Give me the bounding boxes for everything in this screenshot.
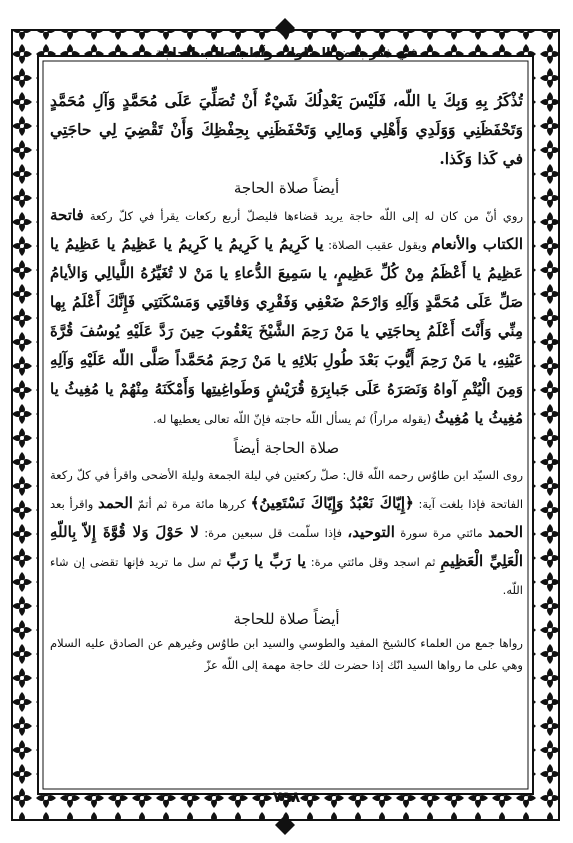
dua-note: (يقوله مراراً) — [369, 412, 432, 426]
section-title-1: أيضاً صلاة الحاجة — [233, 179, 340, 197]
page-content — [50, 86, 523, 781]
s2-ya-rabb: يا رَبِّ يا رَبِّ — [226, 552, 306, 570]
s2-p1g: ثم سل ما تريد فإنها تقضى إن شاء اللّه. — [50, 555, 523, 597]
section-title-2: صلاة الحاجة أيضاً — [233, 439, 340, 457]
s2-tawhid: التوحيد، — [347, 523, 395, 541]
intro-tail: ويقول عقيب الصلاة: — [328, 238, 427, 252]
s2-p1c: واقرأ بعد — [50, 497, 94, 511]
s2-p1e: فإذا سلّمت قل سبعين مرة: — [204, 526, 342, 540]
page-header — [0, 40, 573, 66]
section-1-tail: ثم يسأل اللّه حاجته فإنّ اللّه تعالى يعطيها له. — [153, 412, 366, 426]
s2-ayah: ﴿إِيّاكَ نَعْبُدُ وَإِيّاكَ نَسْتَعِينُ﴾ — [250, 494, 414, 512]
section-1-intro — [50, 201, 523, 433]
header-title: في ذكر بعض الصلوات وآداب طلب الحاجة — [154, 45, 419, 61]
page-number: ٧٩٨ — [272, 788, 301, 806]
section-3-body: رواها جمع من العلماء كالشيخ المفيد والطوسي والسيد ابن طاوُس وغيرهم عن الصادق عليه السلام وهي على ما رواها السيد انّك إذا حضرت لك حاجة مهمة إلى اللّه عزّ — [50, 636, 523, 672]
s2-p1d: مائتي مرة سورة — [400, 526, 483, 540]
section-title-3: أيضاً صلاة للحاجة — [233, 610, 340, 628]
s2-hamd: الحمد — [97, 494, 133, 512]
s2-hawqala: لا حَوْلَ وَلا قُوَّةَ إِلاّ بِاللّهِ الْعَلِيِّ الْعَظِيمِ — [50, 523, 523, 570]
section-2-body — [50, 461, 523, 604]
s2-p1b: كررها مائة مرة ثم أتمّ — [137, 497, 246, 511]
top-dua: تُذْكَرُ بِهِ وَبِكَ يا اللّه، فَلَيْسَ يَعْدِلُكَ شَيْءٌ أَنْ تُصَلِّيَ عَلَى مُحَمَّدٍ وَآلِ مُحَمَّدٍ وَتَحْفَظَنِي وَوَلَدِي وَأَهْلِي وَمالِي وَتَحْفَظَنِي بِحِفْظِكَ وَأَنْ تَقْضِيَ لِي حاجَتِي في كَذا وَكَذا. — [50, 91, 523, 168]
intro-bold: فاتحة الكتاب والأنعام — [50, 206, 523, 253]
s2-p1f: ثم اسجد وقل مائتي مرة: — [310, 555, 436, 569]
section-1-dua: يا كَرِيمُ يا كَرِيمُ يا كَرِيمُ يا عَظِيمُ يا عَظِيمُ يا عَظِيمُ يا أَعْظَمُ مِنْ كُلِّ عَظِيمٍ، يا سَمِيعَ الدُّعاءِ يا مَنْ لا تُغَيِّرُهُ اللَّيالِي وَالأيامُ صَلِّ عَلَى مُحَمَّدٍ وَآلِهِ وَارْحَمْ ضَعْفِي وَفَقْرِي وَفاقَتِي وَمَسْكَنَتِي فَإِنَّكَ أَعْلَمُ بِها مِنِّي وَأَنْتَ أَعْلَمُ بِحاجَتِي يا مَنْ رَحِمَ الشَّيْخَ يَعْقُوبَ حِينَ رَدَّ عَلَيْهِ يُوسُفَ قُرَّةَ عَيْنِهِ، يا مَنْ رَحِمَ أَيُّوبَ بَعْدَ طُولِ بَلائِهِ يا مَنْ رَحِمَ مُحَمَّداً صَلَّى اللّه عَلَيْهِ وَآلِهِ وَمِنَ الْيُتْمِ آواهُ وَنَصَرَهُ عَلَى جَبابِرَةِ قُرَيْشٍ وَطَواغِيتِها وَأَمْكَنَهُ مِنْهُمْ يا مُغِيثُ يا مُغِيثُ يا مُغِيثُ — [50, 235, 523, 427]
s2-p1: روى السيّد ابن طاوُس رحمه اللّه قال: صلّ ركعتين في ليلة الجمعة وليلة الأضحى واقرأ في كلّ ركعة الفاتحة فإذا بلغت آية: — [50, 468, 523, 511]
s2-hamd2: الحمد — [488, 523, 523, 541]
intro-text: روي أنّ من كان له إلى اللّه حاجة يريد قضاءها فليصلّ أربع ركعات يقرأ في كلّ ركعة — [89, 209, 523, 223]
